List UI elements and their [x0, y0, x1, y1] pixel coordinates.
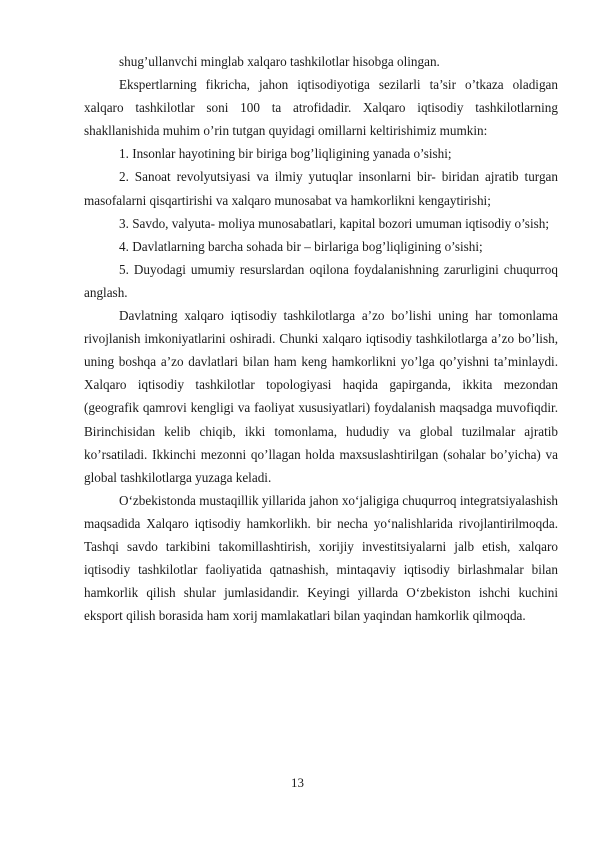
list-item-2: 2. Sanoat revolyutsiyasi va ilmiy yutuqlar insonlarni bir- biridan ajratib turgan masofalarni qisqartirishi va xalqaro munosabat va hamkorlikni kengaytirishi; — [84, 169, 558, 208]
list-item-3: 3. Savdo, valyuta- moliya munosabatlari, kapital bozori umuman iqtisodiy o’sish; — [119, 215, 549, 231]
list-item-5: 5. Duyodagi umumiy resurslardan oqilona foydalanishning zarurligini chuqurroq anglash. — [84, 261, 558, 300]
paragraph-continuation: shug’ullanvchi minglab xalqaro tashkilotlar hisobga olingan. — [119, 54, 440, 69]
body-text — [84, 50, 558, 627]
list-item-4: 4. Davlatlarning barcha sohada bir – birlariga bog’liqligining o’sishi; — [119, 238, 483, 254]
list-item-1: 1. Insonlar hayotining bir biriga bog’liqligining yanada o’sishi; — [119, 146, 452, 162]
page-number: 13 — [291, 775, 304, 790]
paragraph-membership: Davlatning xalqaro iqtisodiy tashkilotlarga a’zo bo’lishi uning har tomonlama rivojlanish imkoniyatlarini oshiradi. Chunki xalqaro iqtisodiy tashkilotlarga a’zo bo’lish, uning boshqa a’zo davlatlari bilan ham keng hamkorlikni yo’lga qo’yishni ta’minlaydi. Xalqaro iqtisodiy tashkilotlar topologiyasi haqida gapirganda, ikkita mezondan (geografik qamrovi kengligi va faoliyat xususiyatlari) foydalanish maqsadga muvofiqdir. Birinchisidan kelib chiqib, ikki tomonlama, hududiy va global tuzilmalar ajratib ko’rsatiladi. Ikkinchi mezonni qo’llagan holda maxsuslashtirilgan (sohalar bo’yicha) va global tashkilotlarga yuzaga keladi. — [84, 308, 558, 485]
paragraph-expert-opinion: Ekspertlarning fikricha, jahon iqtisodiyotiga sezilarli ta’sir o’tkaza oladigan xalqaro tashkilotlar soni 100 ta atrofidadir. Xalqaro iqtisodiy tashkilotlarning shakllanishida muhim o’rin tutgan quyidagi omillarni keltirishimiz mumkin: — [84, 77, 558, 139]
paragraph-uzbekistan: O‘zbekistonda mustaqillik yillarida jahon xo‘jaligiga chuqurroq integratsiyalashish maqsadida Xalqaro iqtisodiy hamkorlikh. bir necha yo‘nalishlarida rivojlantirilmoqda. Tashqi savdo tarkibini takomillashtirish, xorijiy investitsiyalarni jalb etish, xalqaro iqtisodiy tashkilotlar faoliyatida qatnashish, mintaqaviy iqtisodiy birlashmalar bilan hamkorlik qilish shular jumlasidandir. Keyingi yillarda O‘zbekiston ishchi kuchini eksport qilish borasida ham xorij mamlakatlari bilan yaqindan hamkorlik qilmoqda. — [84, 492, 558, 624]
